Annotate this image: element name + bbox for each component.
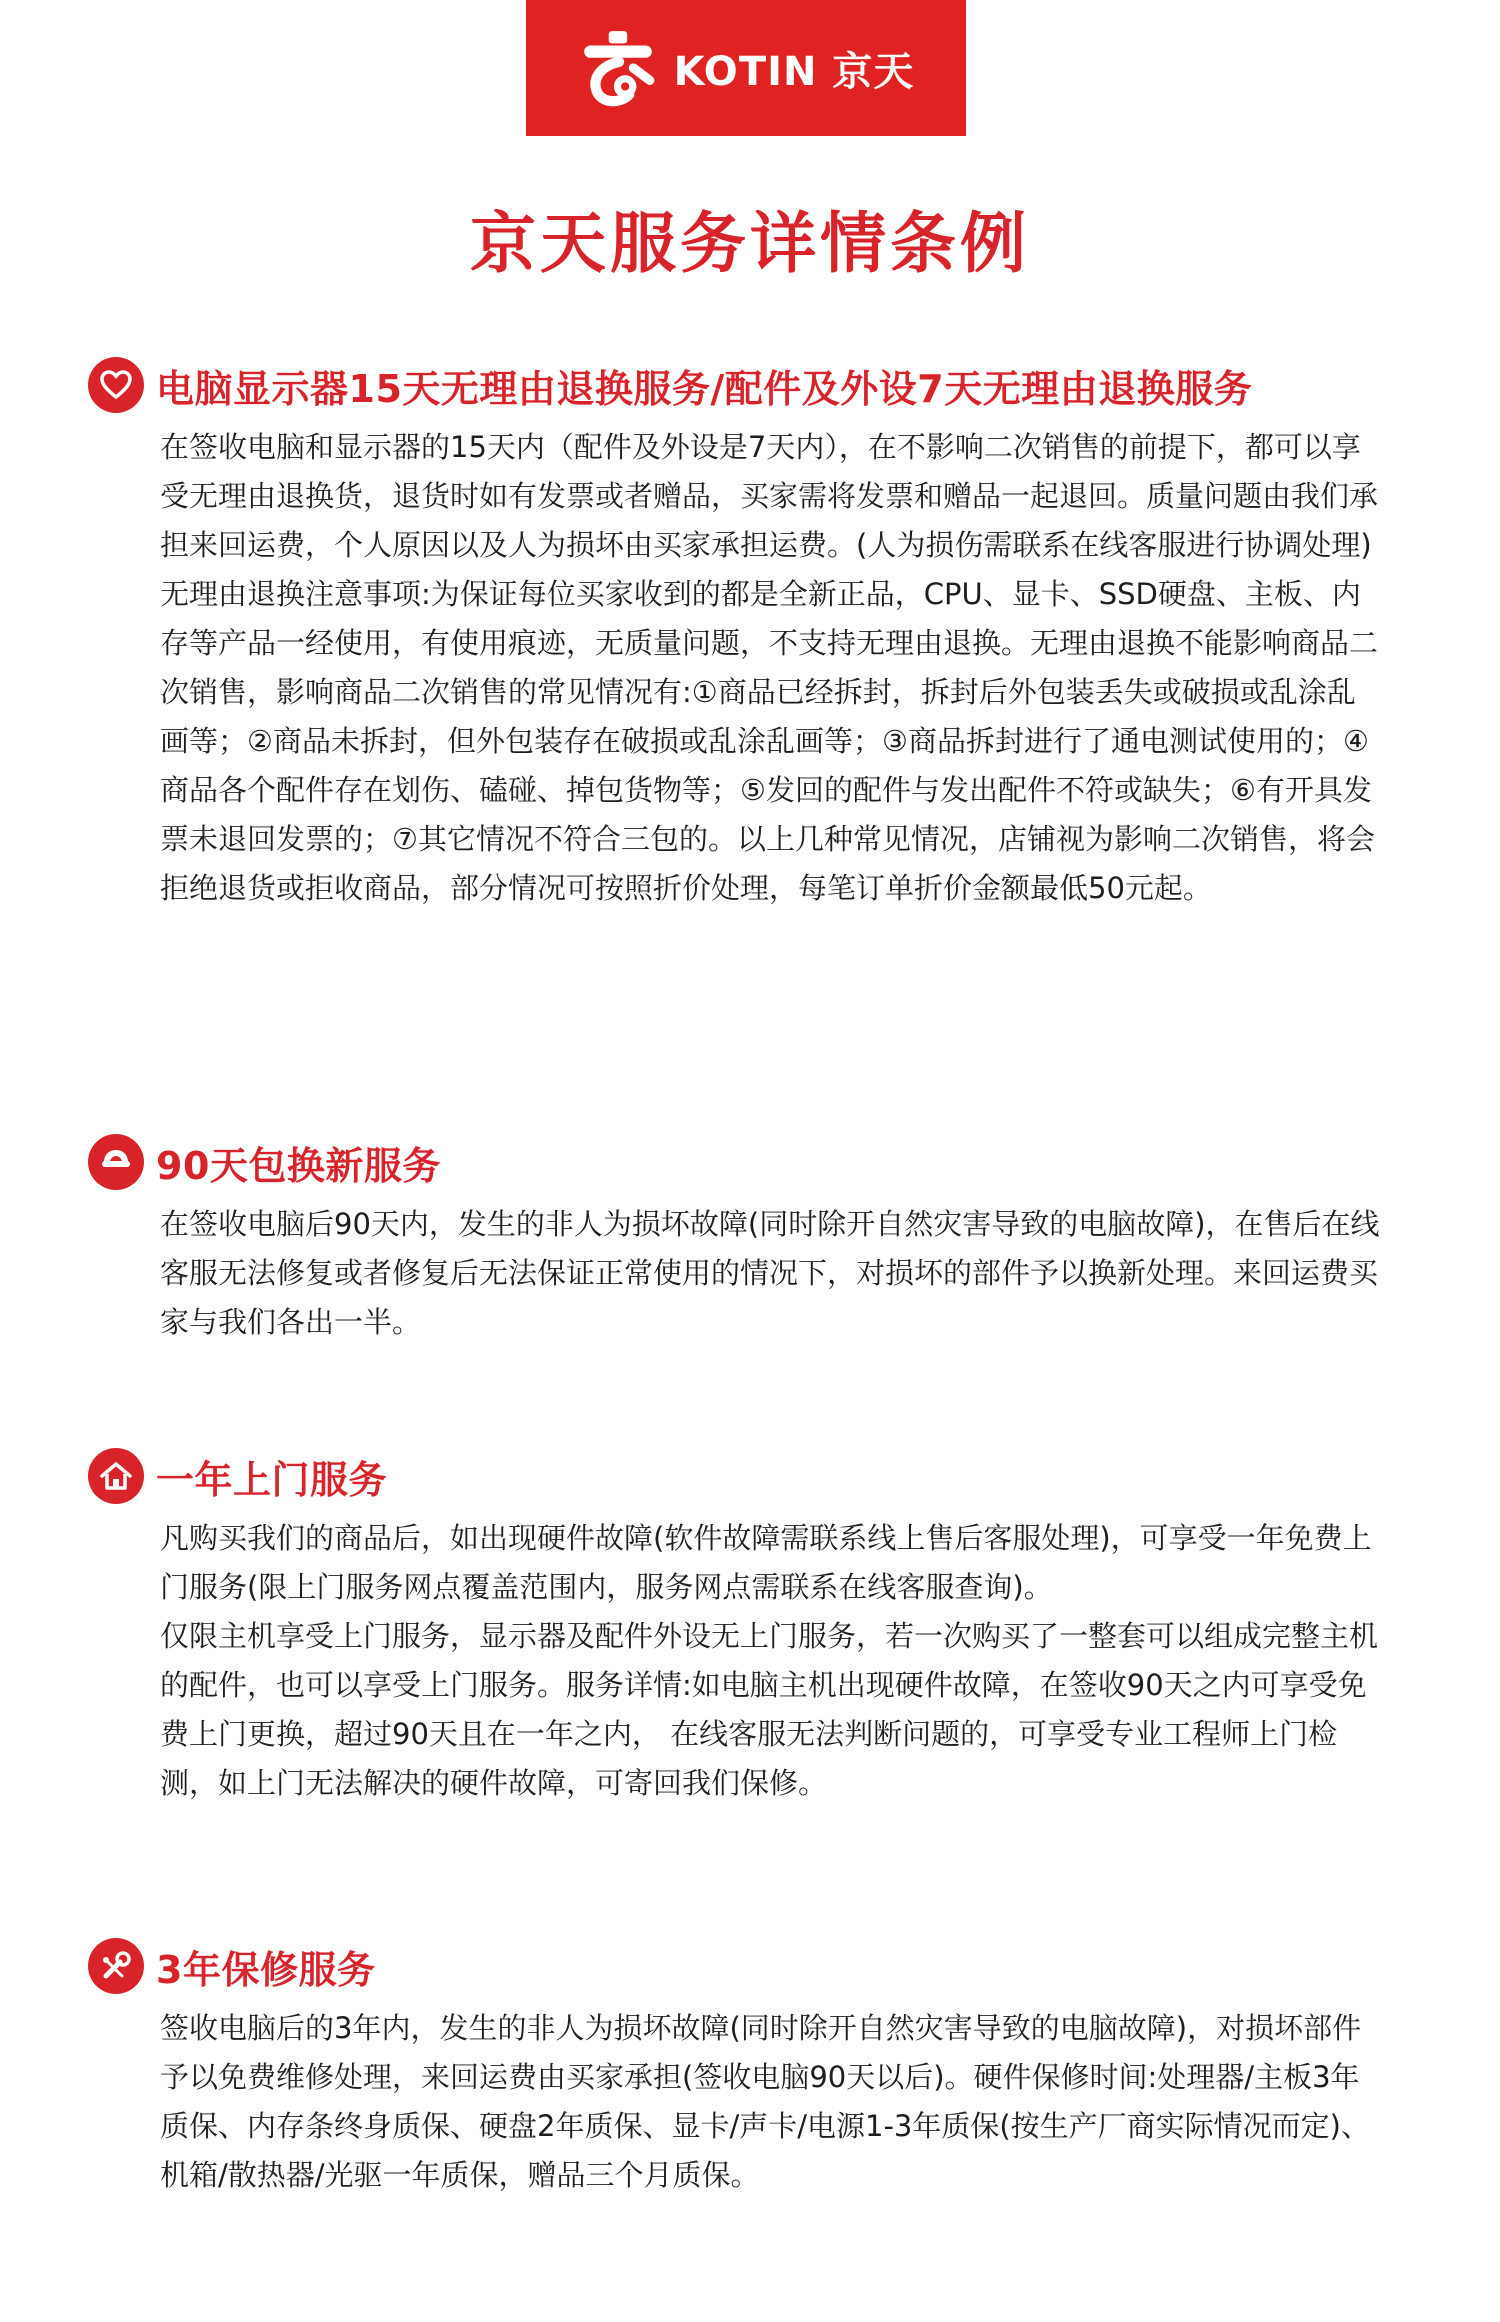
logo-inner (578, 27, 915, 109)
section-paragraph: 在签收电脑和显示器的15天内（配件及外设是7天内），在不影响二次销售的前提下，都可以享受无理由退换货，退货时如有发票或者赠品，买家需将发票和赠品一起退回。质量问题由我们承担来回运费，个人原因以及人为损坏由买家承担运费。(人为损伤需联系在线客服进行协调处理) (160, 430, 1379, 562)
logo-text: KOTIN 京天 (673, 48, 915, 95)
section-header (88, 1446, 387, 1506)
section-paragraph: 在签收电脑后90天内，发生的非人为损坏故障(同时除开自然灾害导致的电脑故障)，在售后在线客服无法修复或者修复后无法保证正常使用的情况下，对损坏的部件予以换新处理。来回运费买家与我们各出一半。 (160, 1207, 1380, 1339)
section-title: 3年保修服务 (156, 1947, 376, 1992)
page-title: 京天服务详情条例 (470, 204, 1030, 282)
section-title: 一年上门服务 (156, 1457, 388, 1502)
section-paragraph: 凡购买我们的商品后，如出现硬件故障(软件故障需联系线上售后客服处理)，可享受一年免费上门服务(限上门服务网点覆盖范围内，服务网点需联系在线客服查询)。 (160, 1521, 1372, 1604)
section-header (88, 1132, 441, 1192)
section-body (160, 2004, 1380, 2200)
section-paragraph: 无理由退换注意事项:为保证每位买家收到的都是全新正品，CPU、显卡、SSD硬盘、主板、内存等产品一经使用，有使用痕迹，无质量问题，不支持无理由退换。无理由退换不能影响商品二次销售，影响商品二次销售的常见情况有:①商品已经拆封，拆封后外包装丢失或破损或乱涂乱画等；②商品未拆封，但外包装存在破损或乱涂乱画等；③商品拆封进行了通电测试使用的；④商品各个配件存在划伤、磕碰、掉包货物等；⑤发回的配件与发出配件不符或缺失；⑥有开具发票未退回发票的；⑦其它情况不符合三包的。以上几种常见情况，店铺视为影响二次销售，将会拒绝退货或拒收商品，部分情况可按照折价处理，每笔订单折价金额最低50元起。 (160, 577, 1379, 905)
section-body (160, 1514, 1380, 1808)
section-paragraph: 签收电脑后的3年内，发生的非人为损坏故障(同时除开自然灾害导致的电脑故障)，对损坏部件予以免费维修处理，来回运费由买家承担(签收电脑90天以后)。硬件保修时间:处理器/主板3年质保、内存条终身质保、硬盘2年质保、显卡/声卡/电源1-3年质保(按生产厂商实际情况而定)、机箱/散热器/光驱一年质保，赠品三个月质保。 (160, 2011, 1370, 2192)
section-body (160, 1200, 1380, 1347)
wrench-icon (88, 1134, 144, 1190)
section-title: 90天包换新服务 (156, 1143, 441, 1188)
home-icon (88, 1448, 144, 1504)
brand-logo (526, 0, 966, 136)
section-header (88, 1936, 375, 1996)
section-paragraph: 仅限主机享受上门服务，显示器及配件外设无上门服务，若一次购买了一整套可以组成完整主机的配件，也可以享受上门服务。服务详情:如电脑主机出现硬件故障，在签收90天之内可享受免费上门更换，超过90天且在一年之内， 在线客服无法判断问题的，可享受专业工程师上门检测，如上门无法解决的硬件故障，可寄回我们保修。 (160, 1619, 1379, 1800)
section-body (160, 423, 1380, 913)
section-title: 电脑显示器15天无理由退换服务/配件及外设7天无理由退换服务 (156, 366, 1253, 411)
heart-icon (88, 357, 144, 413)
tools-icon (88, 1938, 144, 1994)
section-header (88, 355, 1252, 415)
kotin-logo-icon (578, 27, 660, 109)
